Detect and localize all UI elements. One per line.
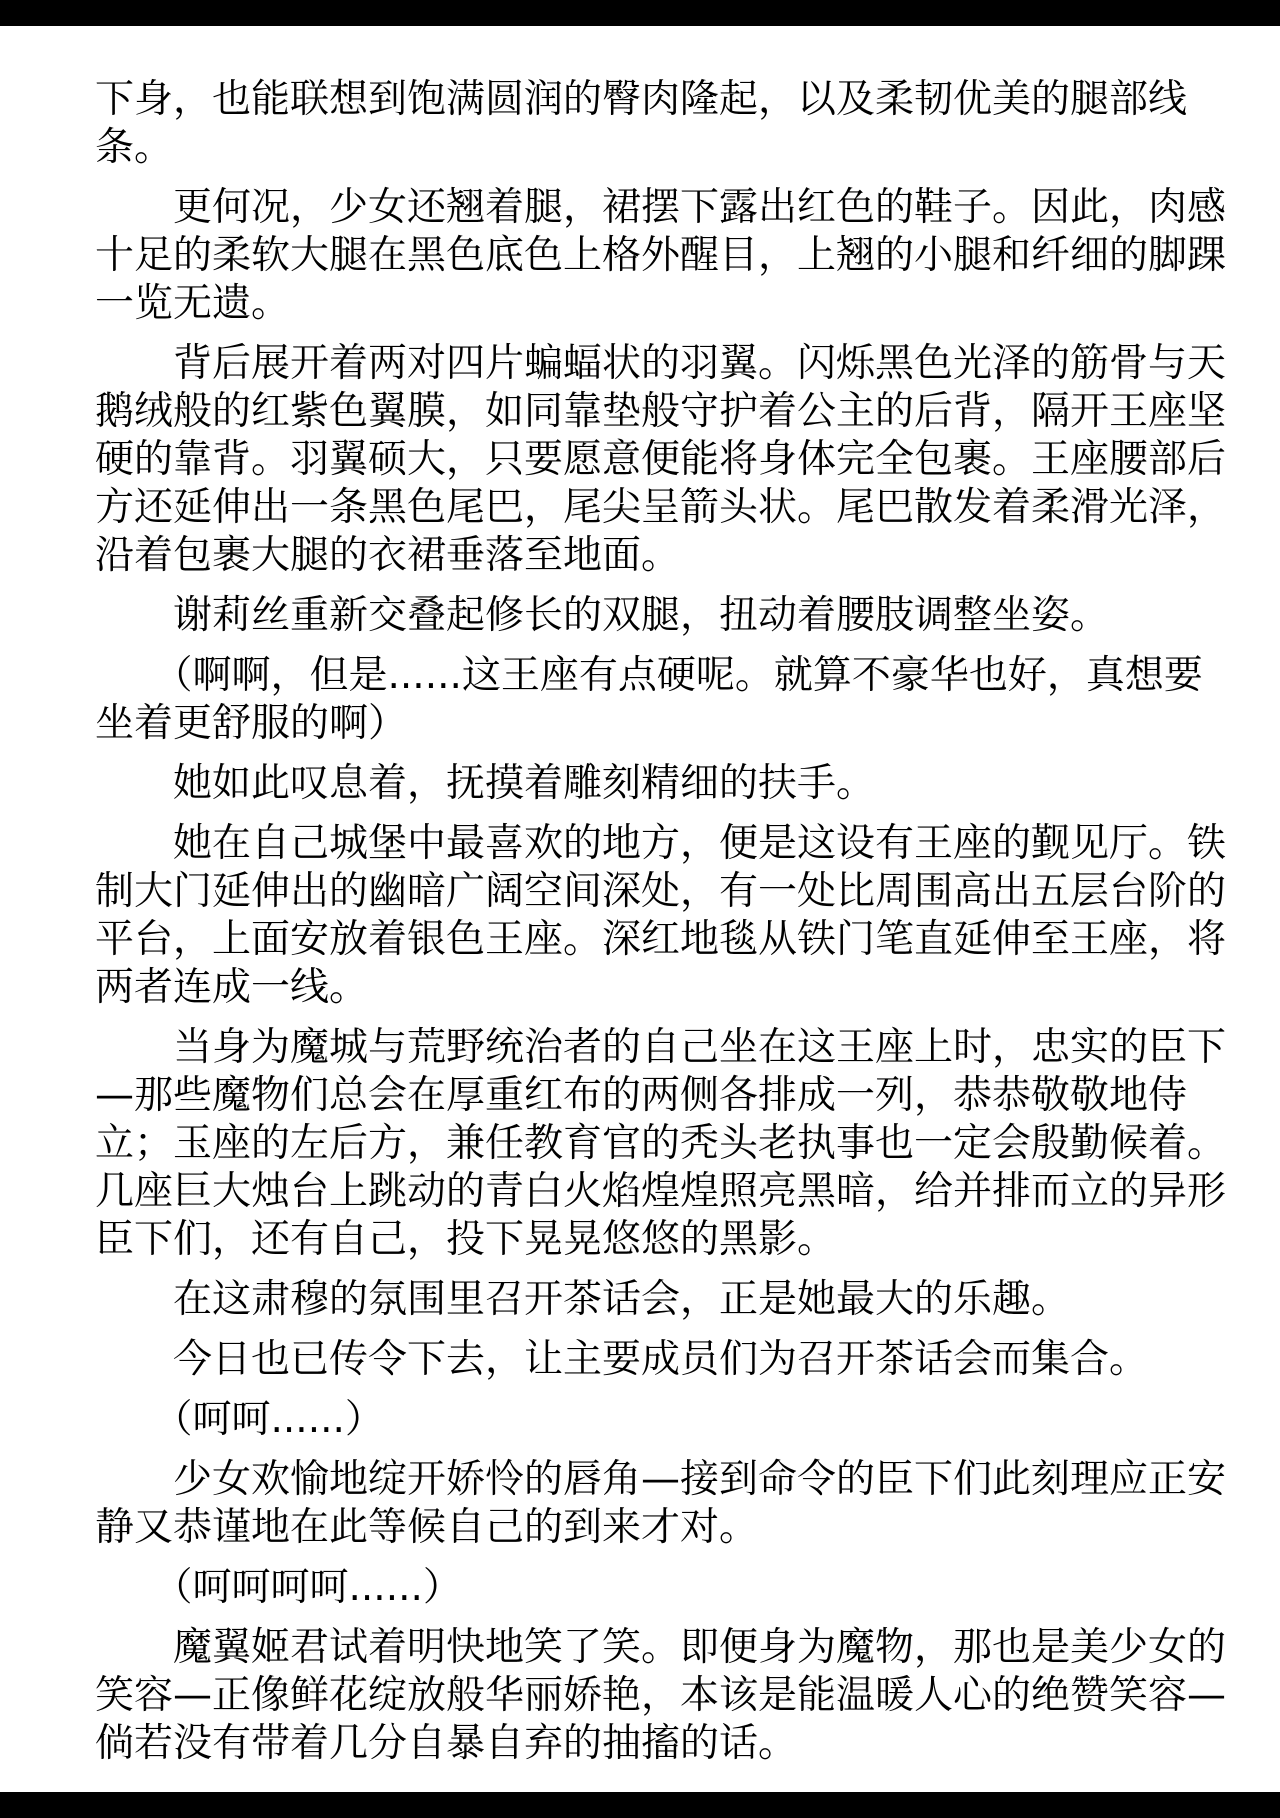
text-line: 魔翼姬君试着明快地笑了笑。即便身为魔物，那也是美少女的 (95, 1625, 1227, 1670)
page-text-area (95, 26, 1227, 1780)
text-line: —那些魔物们总会在厚重红布的两侧各排成一列，恭恭敬敬地侍 (95, 1073, 1188, 1118)
text-line: 在这肃穆的氛围里召开茶话会，正是她最大的乐趣。 (95, 1277, 1071, 1322)
paragraph (95, 340, 1227, 580)
text-line: 下身，也能联想到饱满圆润的臀肉隆起，以及柔韧优美的腿部线 (95, 77, 1188, 122)
text-line: 更何况，少女还翘着腿，裙摆下露出红色的鞋子。因此，肉感 (95, 185, 1227, 230)
paragraph (95, 1456, 1227, 1552)
paragraph (95, 592, 1192, 640)
paragraph (95, 184, 1227, 328)
text-line: 十足的柔软大腿在黑色底色上格外醒目，上翘的小腿和纤细的脚踝 (95, 233, 1227, 278)
text-line: 臣下们，还有自己，投下晃晃悠悠的黑影。 (95, 1217, 837, 1262)
paragraph (95, 1396, 1192, 1444)
text-line: 一览无遗。 (95, 281, 291, 326)
paragraph (95, 820, 1227, 1012)
paragraph (95, 76, 1192, 172)
text-line: 当身为魔城与荒野统治者的自己坐在这王座上时，忠实的臣下 (95, 1025, 1227, 1070)
paragraph (95, 1336, 1192, 1384)
text-line: 两者连成一线。 (95, 965, 369, 1010)
text-line: 背后展开着两对四片蝙蝠状的羽翼。闪烁黑色光泽的筋骨与天 (95, 341, 1227, 386)
text-line: 硬的靠背。羽翼硕大，只要愿意便能将身体完全包裹。王座腰部后 (95, 437, 1227, 482)
paragraph (95, 1624, 1227, 1768)
text-line: （呵呵呵呵......） (95, 1565, 462, 1610)
paragraph (95, 1024, 1227, 1264)
text-line: 方还延伸出一条黑色尾巴，尾尖呈箭头状。尾巴散发着柔滑光泽， (95, 485, 1227, 530)
text-line: 制大门延伸出的幽暗广阔空间深处，有一处比周围高出五层台阶的 (95, 869, 1227, 914)
text-line: 倘若没有带着几分自暴自弃的抽搐的话。 (95, 1721, 798, 1766)
text-line: 立；玉座的左后方，兼任教育官的秃头老执事也一定会殷勤候着。 (95, 1121, 1227, 1166)
top-letterbox-bar (0, 0, 1280, 26)
text-line: 静又恭谨地在此等候自己的到来才对。 (95, 1505, 759, 1550)
text-line: 几座巨大烛台上跳动的青白火焰煌煌照亮黑暗，给并排而立的异形 (95, 1169, 1227, 1214)
text-line: 她在自己城堡中最喜欢的地方，便是这设有王座的觐见厅。铁 (95, 821, 1227, 866)
text-line: 沿着包裹大腿的衣裙垂落至地面。 (95, 533, 681, 578)
text-line: （呵呵......） (95, 1397, 384, 1442)
text-line: 笑容—正像鲜花绽放般华丽娇艳，本该是能温暖人心的绝赞笑容— (95, 1673, 1227, 1718)
text-line: 少女欢愉地绽开娇怜的唇角—接到命令的臣下们此刻理应正安 (95, 1457, 1227, 1502)
bottom-letterbox-bar (0, 1792, 1280, 1818)
text-line: 坐着更舒服的啊） (95, 701, 408, 746)
text-line: 平台，上面安放着银色王座。深红地毯从铁门笔直延伸至王座，将 (95, 917, 1227, 962)
text-line: （啊啊，但是......这王座有点硬呢。就算不豪华也好，真想要 (95, 653, 1203, 698)
paragraph (95, 760, 1192, 808)
paragraph (95, 1564, 1192, 1612)
paragraph (95, 652, 1203, 748)
text-line: 她如此叹息着，抚摸着雕刻精细的扶手。 (95, 761, 876, 806)
text-line: 今日也已传令下去，让主要成员们为召开茶话会而集合。 (95, 1337, 1149, 1382)
text-line: 鹅绒般的红紫色翼膜，如同靠垫般守护着公主的后背，隔开王座坚 (95, 389, 1227, 434)
paragraph (95, 1276, 1192, 1324)
text-line: 谢莉丝重新交叠起修长的双腿，扭动着腰肢调整坐姿。 (95, 593, 1110, 638)
text-line: 条。 (95, 125, 174, 170)
